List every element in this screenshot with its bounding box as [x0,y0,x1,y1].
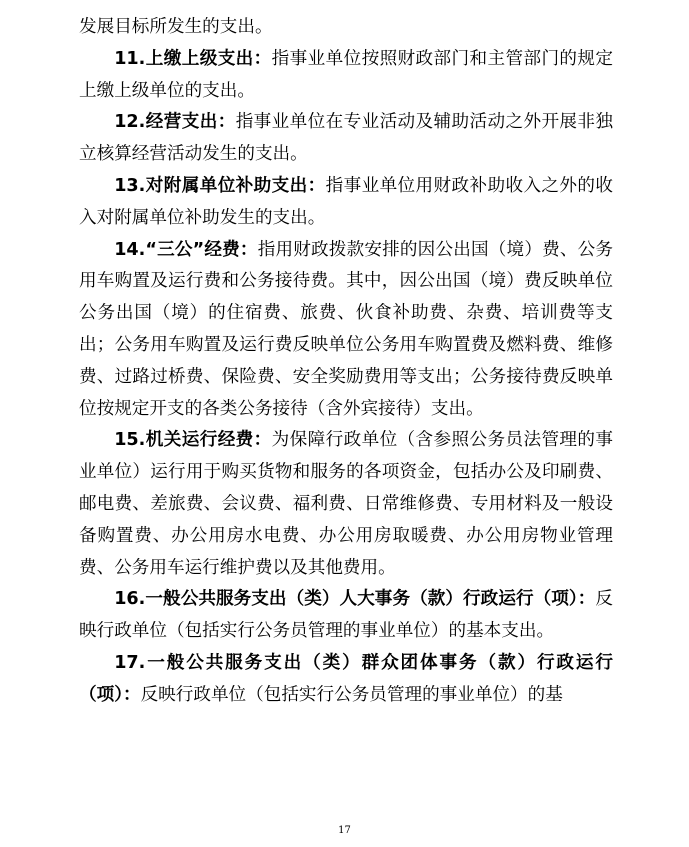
paragraph-term: 16.一般公共服务支出（类）人大事务（款）行政运行（项）： [114,589,596,610]
paragraph-item-11 [79,44,613,108]
paragraph-term: 13.对附属单位补助支出： [114,175,326,196]
paragraph-term: 15.机关运行经费： [114,430,272,451]
paragraph-text: 指事业单位按照财政部门和主管部门的规定上缴上级单位的支出。 [79,48,613,101]
paragraph-text: 发展目标所发生的支出。 [79,17,273,37]
paragraph-text: 指事业单位在专业活动及辅助活动之外开展非独立核算经营活动发生的支出。 [79,112,613,165]
paragraph-continuation [79,12,613,44]
page-number: 17 [338,825,351,836]
document-body [79,12,613,712]
paragraph-item-15 [79,425,613,584]
paragraph-term: 12.经营支出： [114,112,236,133]
paragraph-text: 反映行政单位（包括实行公务员管理的事业单位）的基 [140,684,563,705]
paragraph-term: 14.“三公”经费： [114,239,258,260]
paragraph-text: 指用财政拨款安排的因公出国（境）费、公务用车购置及运行费和公务接待费。其中，因公出国（境）费反映单位公务出国（境）的住宿费、旅费、伙食补助费、杂费、培训费等支出；公务用车购置及运行费反映单位公务用车购置费及燃料费、维修费、过路过桥费、保险费、安全奖励费用等支出；公务接待费反映单位按规定开支的各类公务接待（含外宾接待）支出。 [79,239,613,419]
paragraph-item-17 [79,648,613,712]
paragraph-item-13 [79,171,613,235]
paragraph-term: 17.一般公共服务支出（类）群众团体事务（款）行政运行（项）： [79,652,613,705]
paragraph-item-14 [79,235,613,426]
paragraph-text: 反映行政单位（包括实行公务员管理的事业单位）的基本支出。 [79,589,613,642]
paragraph-text: 指事业单位用财政补助收入之外的收入对附属单位补助发生的支出。 [79,175,613,228]
paragraph-item-12 [79,107,613,171]
paragraph-item-16 [79,584,613,648]
paragraph-text: 为保障行政单位（含参照公务员法管理的事业单位）运行用于购买货物和服务的各项资金，包括办公及印刷费、邮电费、差旅费、会议费、福利费、日常维修费、专用材料及一般设备购置费、办公用房水电费、办公用房取暖费、办公用房物业管理费、公务用车运行维护费以及其他费用。 [79,430,613,578]
paragraph-term: 11.上缴上级支出： [114,48,272,69]
